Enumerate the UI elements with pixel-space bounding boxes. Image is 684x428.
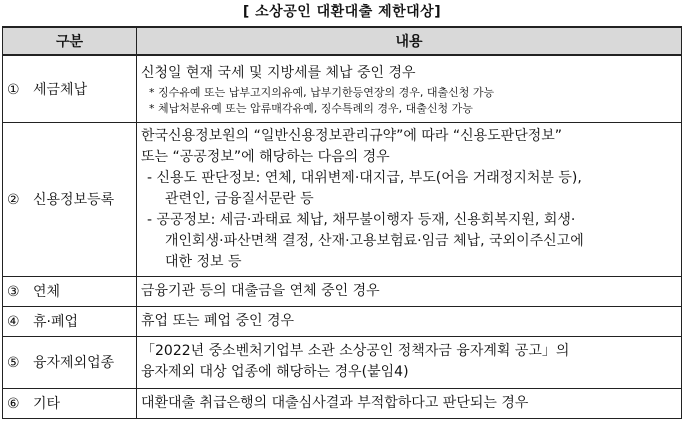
row-category [3,55,137,122]
row-number: ④ [7,314,20,330]
row-content: 휴업 또는 폐업 중인 경우 [137,306,682,336]
table-row [3,336,682,388]
row-category [3,306,137,336]
subitem-line: - 공공정보: 세금·과태료 체납, 채무불이행자 등재, 신용회복지원, 회생· [147,211,576,228]
table-row [3,122,682,276]
row-number: ⑥ [7,396,20,412]
row-label: 연체 [33,284,61,300]
row-subitem [141,168,677,210]
row-number: ③ [7,284,20,300]
row-label: 신용정보등록 [33,192,115,208]
row-label: 세금체납 [33,81,88,98]
row-content: 대환대출 취급은행의 대출심사결과 부적합하다고 판단되는 경우 [137,388,682,418]
row-subitem [141,210,677,273]
restriction-table [2,26,682,419]
table-row [3,388,682,418]
row-label: 휴·폐업 [33,314,79,330]
row-category [3,336,137,388]
row-category [3,276,137,306]
row-number: ⑤ [7,355,20,371]
row-content: 금융기관 등의 대출금을 연체 중인 경우 [137,276,682,306]
table-title: [ 소상공인 대환대출 제한대상] [242,4,442,20]
row-category [3,388,137,418]
table-row [3,55,682,122]
header-category: 구분 [3,27,137,55]
subitem-line: 관련인, 금융질서문란 등 [165,190,314,207]
row-number: ② [7,192,20,208]
header-row [3,27,682,55]
row-intro: 한국신용정보원의 “일반신용정보관리규약”에 따라 “신용도판단정보” [141,127,563,144]
header-content: 내용 [137,27,682,55]
row-note: * 체납처분유예 또는 압류매각유예, 징수특례의 경우, 대출신청 가능 [149,101,473,115]
table-row [3,276,682,306]
row-content [137,122,682,276]
row-intro: 또는 “공공정보”에 해당하는 다음의 경우 [141,148,390,165]
row-label: 기타 [33,396,61,412]
subitem-line: - 신용도 판단정보: 연체, 대위변제·대지급, 부도(어음 거래정지처분 등), [147,169,582,186]
row-main-text: 신청일 현재 국세 및 지방세를 체납 중인 경우 [141,64,416,81]
row-content [137,336,682,388]
row-category [3,122,137,276]
row-number: ① [7,81,20,98]
row-label: 융자제외업종 [33,355,115,371]
row-content [137,55,682,122]
row-main-text: 「2022년 중소벤처기업부 소관 소상공인 정책자금 융자계획 공고」의 [141,343,570,359]
row-note: * 징수유예 또는 납부고지의유예, 납부기한등연장의 경우, 대출신청 가능 [149,85,495,99]
table-row [3,306,682,336]
subitem-line: 대한 정보 등 [165,253,242,270]
row-main-text: 융자제외 대상 업종에 해당하는 경우(붙임4) [141,364,409,380]
subitem-line: 개인회생·파산면책 결정, 산재·고용보험료·임금 체납, 국외이주신고에 [165,232,584,249]
